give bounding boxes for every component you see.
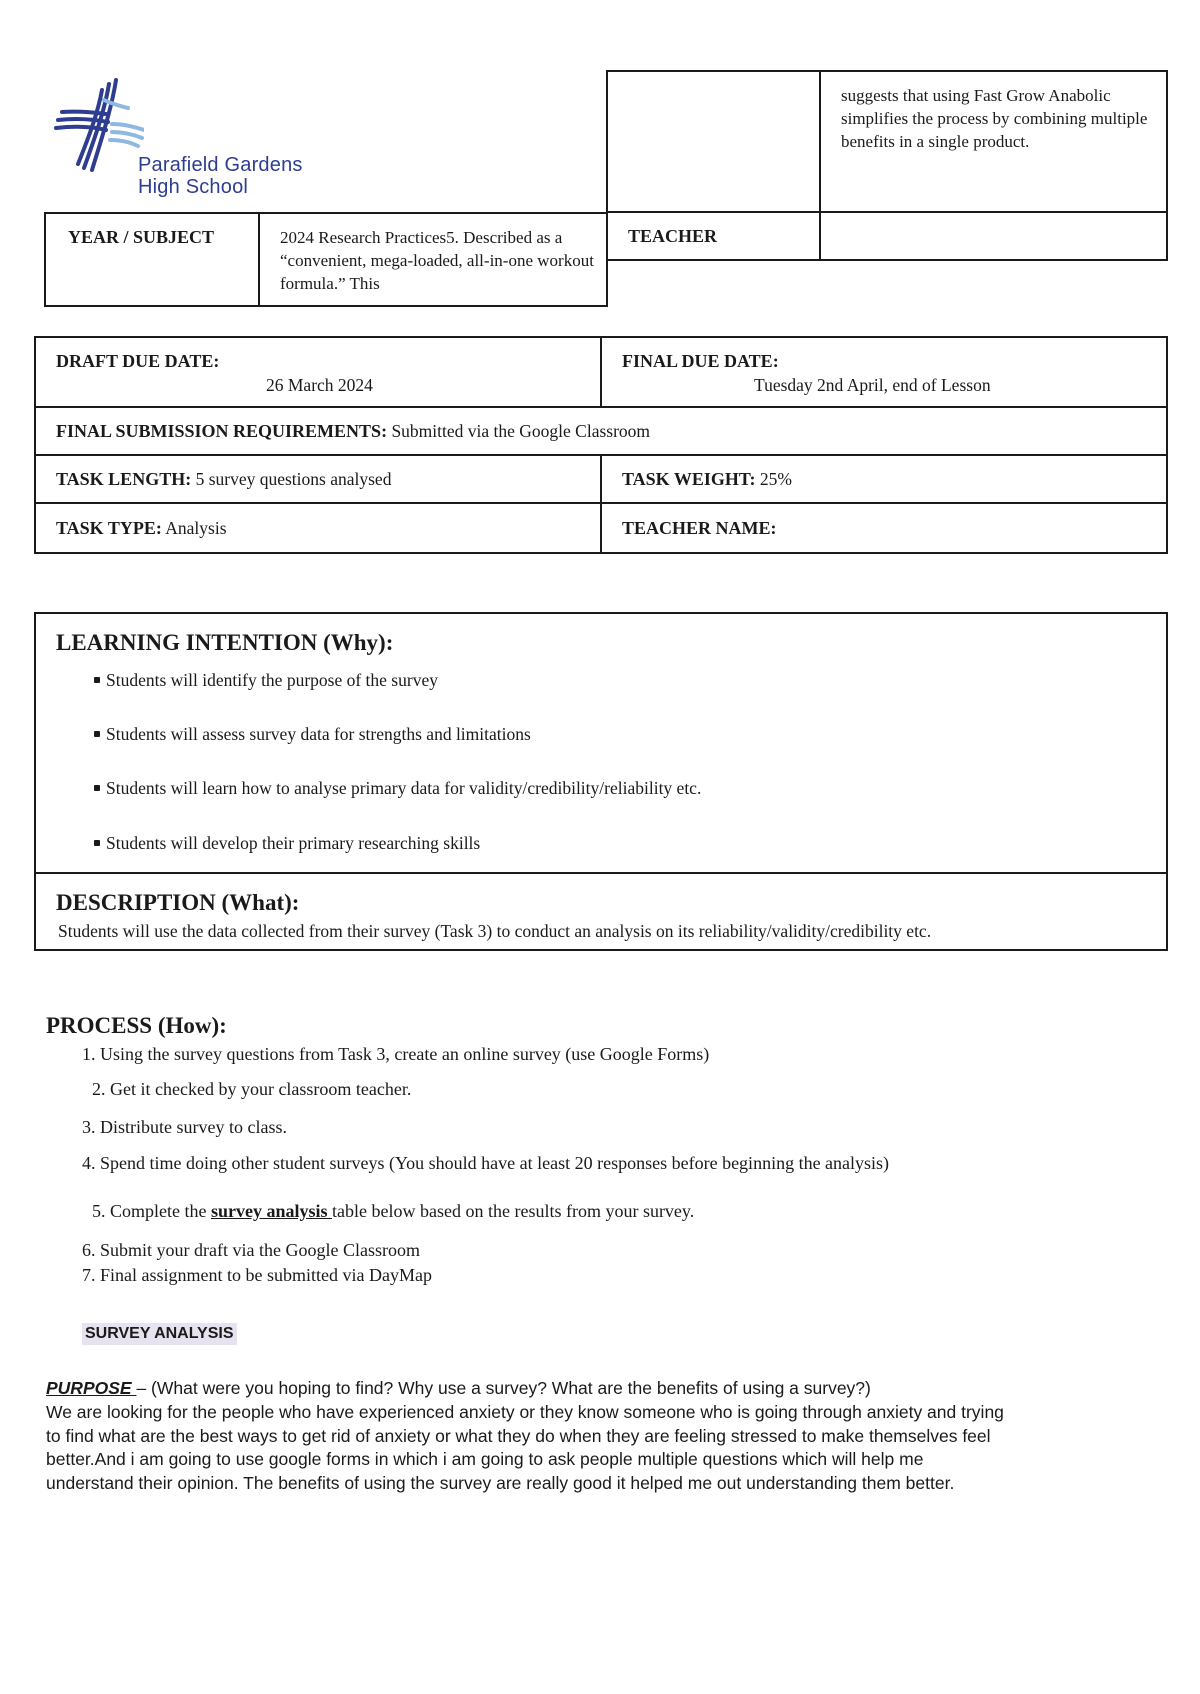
final-submission-value: Submitted via the Google Classroom <box>387 421 651 441</box>
bullet-icon <box>94 731 100 737</box>
purpose-prompt: – (What were you hoping to find? Why use a survey? What are the benefits of using a survey?) <box>136 1378 871 1398</box>
process-step: 1. Using the survey questions from Task 3, create an online survey (use Google Forms) <box>82 1044 710 1064</box>
task-length-value: 5 survey questions analysed <box>191 469 392 489</box>
purpose-answer-line: We are looking for the people who have experienced anxiety or they know someone who is going through anxiety and trying <box>46 1402 1004 1422</box>
task-weight-label: TASK WEIGHT: <box>622 469 756 489</box>
learning-item-text: Students will assess survey data for strengths and limitations <box>106 724 531 744</box>
teacher-name-label: TEACHER NAME: <box>622 518 777 538</box>
teacher-value-cell <box>819 211 1168 261</box>
purpose-line <box>46 1378 871 1399</box>
header-note-text: suggests that using Fast Grow Anabolic simplifies the process by combining multiple benefits in a single product. <box>841 86 1148 151</box>
logo-line-2: High School <box>138 176 249 198</box>
final-submission-cell <box>34 406 1168 456</box>
bullet-icon <box>94 840 100 846</box>
task-length-label: TASK LENGTH: <box>56 469 192 489</box>
process-step: 3. Distribute survey to class. <box>82 1117 287 1137</box>
learning-item <box>94 778 701 799</box>
survey-analysis-tag: SURVEY ANALYSIS <box>82 1323 237 1345</box>
task-weight-value: 25% <box>755 469 792 489</box>
teacher-name-cell <box>600 502 1168 554</box>
learning-item <box>94 833 480 854</box>
task-weight-cell <box>600 454 1168 504</box>
teacher-name-line <box>622 517 777 540</box>
learning-intention-heading: LEARNING INTENTION (Why): <box>56 630 394 655</box>
final-submission-label: FINAL SUBMISSION REQUIREMENTS: <box>56 421 388 441</box>
final-due-value: Tuesday 2nd April, end of Lesson <box>754 375 991 395</box>
process-heading: PROCESS (How): <box>46 1013 227 1038</box>
task-type-cell <box>34 502 602 554</box>
learning-item-text: Students will identify the purpose of the survey <box>106 670 438 690</box>
final-due-cell <box>600 336 1168 408</box>
final-due-label: FINAL DUE DATE: <box>622 351 779 371</box>
task-type-line <box>56 517 227 540</box>
description-text: Students will use the data collected from their survey (Task 3) to conduct an analysis on its reliability/validity/credibility etc. <box>58 921 932 941</box>
task-type-value: Analysis <box>161 518 227 538</box>
learning-item <box>94 724 531 745</box>
process-step-tail: table below based on the results from your survey. <box>332 1201 695 1221</box>
task-weight-line <box>622 468 792 491</box>
draft-due-label: DRAFT DUE DATE: <box>56 351 220 371</box>
school-crest-icon <box>54 76 144 176</box>
learning-item-text: Students will develop their primary researching skills <box>106 833 481 853</box>
process-step <box>92 1201 694 1222</box>
task-type-label: TASK TYPE: <box>56 518 162 538</box>
draft-due-cell <box>34 336 602 408</box>
purpose-answer-line: to find what are the best ways to get rid of anxiety or what they do when they are feeling stressed to make themselves feel <box>46 1425 991 1446</box>
year-subject-value: 2024 Research Practices5. Described as a “convenient, mega-loaded, all-in-one workout formula.” This <box>280 228 594 293</box>
task-length-line <box>56 468 391 491</box>
process-step-text: 5. Complete the <box>92 1201 211 1221</box>
purpose-answer-line: understand their opinion. The benefits of using the survey are really good it helped me out understanding them better. <box>46 1472 955 1493</box>
description-heading: DESCRIPTION (What): <box>56 890 300 915</box>
task-length-cell <box>34 454 602 504</box>
year-subject-label: YEAR / SUBJECT <box>68 227 215 247</box>
header-empty-cell <box>606 70 821 213</box>
process-step: 7. Final assignment to be submitted via DayMap <box>82 1265 432 1285</box>
description-box <box>34 872 1168 951</box>
teacher-label: TEACHER <box>628 226 718 246</box>
bullet-icon <box>94 785 100 791</box>
purpose-label: PURPOSE <box>46 1378 137 1398</box>
teacher-label-cell <box>606 211 821 261</box>
purpose-answer <box>46 1401 1004 1495</box>
survey-analysis-link: survey analysis <box>210 1201 333 1221</box>
learning-item-text: Students will learn how to analyse primary data for validity/credibility/reliability etc. <box>106 778 702 798</box>
header-note-cell <box>819 70 1168 213</box>
school-logo <box>54 76 344 202</box>
process-step: 2. Get it checked by your classroom teacher. <box>92 1079 412 1099</box>
process-step: 6. Submit your draft via the Google Classroom <box>82 1240 420 1260</box>
purpose-answer-line: better.And i am going to use google forms in which i am going to ask people multiple questions which will help me <box>46 1449 924 1469</box>
final-submission-line <box>56 420 650 443</box>
year-subject-label-cell <box>44 212 260 307</box>
logo-line-1: Parafield Gardens <box>138 154 303 176</box>
year-subject-value-cell <box>258 212 608 307</box>
draft-due-value: 26 March 2024 <box>266 375 373 395</box>
learning-item <box>94 670 438 691</box>
process-step: 4. Spend time doing other student surveys (You should have at least 20 responses before beginning the analysis) <box>82 1153 890 1173</box>
bullet-icon <box>94 677 100 683</box>
